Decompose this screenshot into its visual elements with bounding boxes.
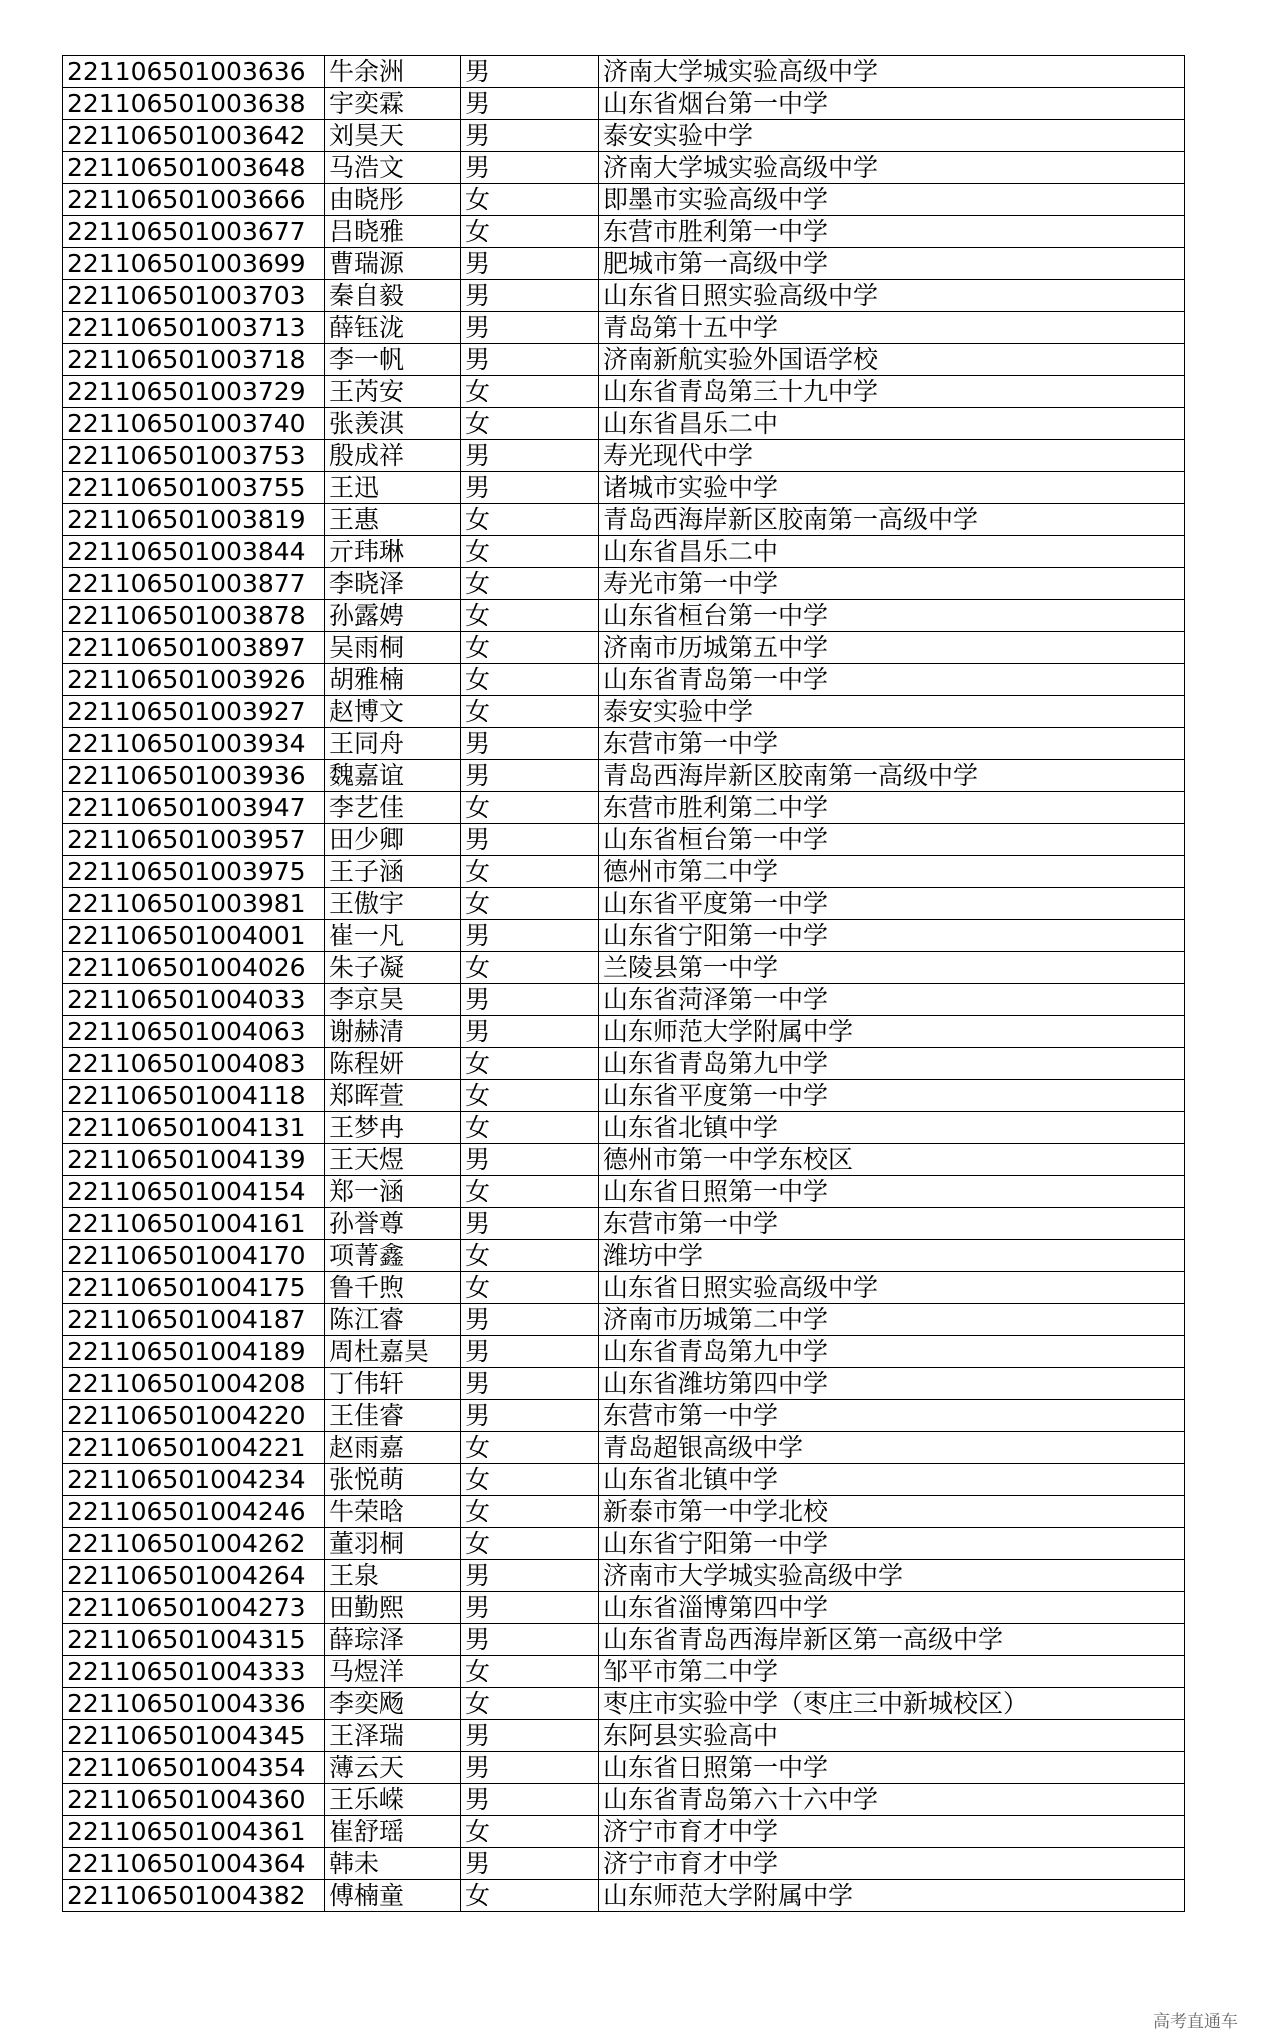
school-cell: 即墨市实验高级中学 [599, 184, 1185, 216]
school-cell: 山东省日照实验高级中学 [599, 1272, 1185, 1304]
student-name-cell: 薛钰泷 [325, 312, 461, 344]
table-row [63, 1496, 1185, 1528]
gender-cell: 女 [461, 1112, 599, 1144]
watermark: 高考直通车 [1153, 2012, 1238, 2032]
gender-cell: 女 [461, 632, 599, 664]
candidate-id-cell: 221106501004333 [63, 1656, 325, 1688]
school-cell: 济南大学城实验高级中学 [599, 152, 1185, 184]
table-row [63, 1336, 1185, 1368]
candidate-id-cell: 221106501004262 [63, 1528, 325, 1560]
gender-cell: 男 [461, 1560, 599, 1592]
student-name-cell: 吴雨桐 [325, 632, 461, 664]
table-row [63, 1368, 1185, 1400]
candidate-id-cell: 221106501003740 [63, 408, 325, 440]
student-name-cell: 田勤熙 [325, 1592, 461, 1624]
candidate-id-cell: 221106501004221 [63, 1432, 325, 1464]
school-cell: 山东省日照实验高级中学 [599, 280, 1185, 312]
student-name-cell: 李奕飏 [325, 1688, 461, 1720]
table-row [63, 1304, 1185, 1336]
student-name-cell: 王芮安 [325, 376, 461, 408]
gender-cell: 女 [461, 888, 599, 920]
candidate-id-cell: 221106501003877 [63, 568, 325, 600]
student-name-cell: 鲁千煦 [325, 1272, 461, 1304]
candidate-id-cell: 221106501003927 [63, 696, 325, 728]
school-cell: 山东省青岛第一中学 [599, 664, 1185, 696]
table-row [63, 792, 1185, 824]
gender-cell: 女 [461, 1464, 599, 1496]
gender-cell: 男 [461, 120, 599, 152]
school-cell: 山东省淄博第四中学 [599, 1592, 1185, 1624]
table-row [63, 184, 1185, 216]
student-name-cell: 崔舒瑶 [325, 1816, 461, 1848]
gender-cell: 男 [461, 1368, 599, 1400]
school-cell: 邹平市第二中学 [599, 1656, 1185, 1688]
candidate-id-cell: 221106501004083 [63, 1048, 325, 1080]
gender-cell: 男 [461, 1624, 599, 1656]
school-cell: 潍坊中学 [599, 1240, 1185, 1272]
student-name-cell: 张羡淇 [325, 408, 461, 440]
student-name-cell: 王惠 [325, 504, 461, 536]
school-cell: 寿光市第一中学 [599, 568, 1185, 600]
table-row [63, 632, 1185, 664]
candidate-id-cell: 221106501004208 [63, 1368, 325, 1400]
school-cell: 山东省日照第一中学 [599, 1752, 1185, 1784]
table-row [63, 152, 1185, 184]
student-name-cell: 郑晖萱 [325, 1080, 461, 1112]
table-row [63, 952, 1185, 984]
school-cell: 诸城市实验中学 [599, 472, 1185, 504]
candidate-id-cell: 221106501004345 [63, 1720, 325, 1752]
gender-cell: 女 [461, 952, 599, 984]
gender-cell: 女 [461, 504, 599, 536]
candidate-id-cell: 221106501003718 [63, 344, 325, 376]
table-row [63, 1176, 1185, 1208]
school-cell: 德州市第一中学东校区 [599, 1144, 1185, 1176]
candidate-id-cell: 221106501004139 [63, 1144, 325, 1176]
student-name-cell: 王同舟 [325, 728, 461, 760]
candidate-id-cell: 221106501003819 [63, 504, 325, 536]
table-row [63, 1464, 1185, 1496]
gender-cell: 男 [461, 1208, 599, 1240]
school-cell: 寿光现代中学 [599, 440, 1185, 472]
school-cell: 济南大学城实验高级中学 [599, 56, 1185, 88]
gender-cell: 男 [461, 1400, 599, 1432]
school-cell: 东营市第一中学 [599, 1208, 1185, 1240]
candidate-id-cell: 221106501004336 [63, 1688, 325, 1720]
school-cell: 济南市历城第二中学 [599, 1304, 1185, 1336]
student-name-cell: 薄云天 [325, 1752, 461, 1784]
school-cell: 济宁市育才中学 [599, 1848, 1185, 1880]
school-cell: 山东省青岛第九中学 [599, 1048, 1185, 1080]
student-name-cell: 曹瑞源 [325, 248, 461, 280]
candidate-id-cell: 221106501004131 [63, 1112, 325, 1144]
gender-cell: 男 [461, 1144, 599, 1176]
gender-cell: 男 [461, 1016, 599, 1048]
gender-cell: 女 [461, 1432, 599, 1464]
student-name-cell: 王梦冉 [325, 1112, 461, 1144]
table-row [63, 216, 1185, 248]
student-name-cell: 李艺佳 [325, 792, 461, 824]
school-cell: 山东省青岛第六十六中学 [599, 1784, 1185, 1816]
school-cell: 山东省日照第一中学 [599, 1176, 1185, 1208]
table-row [63, 1848, 1185, 1880]
candidate-id-cell: 221106501003638 [63, 88, 325, 120]
school-cell: 枣庄市实验中学（枣庄三中新城校区） [599, 1688, 1185, 1720]
gender-cell: 女 [461, 664, 599, 696]
table-row [63, 1560, 1185, 1592]
student-name-cell: 朱子凝 [325, 952, 461, 984]
candidate-id-cell: 221106501003975 [63, 856, 325, 888]
gender-cell: 女 [461, 1048, 599, 1080]
student-name-cell: 田少卿 [325, 824, 461, 856]
candidate-id-cell: 221106501003981 [63, 888, 325, 920]
candidate-id-cell: 221106501003947 [63, 792, 325, 824]
student-name-cell: 孙誉尊 [325, 1208, 461, 1240]
gender-cell: 男 [461, 1720, 599, 1752]
student-name-cell: 魏嘉谊 [325, 760, 461, 792]
student-name-cell: 王迅 [325, 472, 461, 504]
candidate-id-cell: 221106501004315 [63, 1624, 325, 1656]
candidate-id-cell: 221106501004246 [63, 1496, 325, 1528]
admission-list-table [62, 55, 1185, 1912]
table-row [63, 760, 1185, 792]
school-cell: 山东省青岛第三十九中学 [599, 376, 1185, 408]
gender-cell: 男 [461, 440, 599, 472]
candidate-id-cell: 221106501003926 [63, 664, 325, 696]
school-cell: 肥城市第一高级中学 [599, 248, 1185, 280]
table-row [63, 280, 1185, 312]
school-cell: 山东省桓台第一中学 [599, 600, 1185, 632]
student-name-cell: 孙露娉 [325, 600, 461, 632]
student-name-cell: 赵博文 [325, 696, 461, 728]
gender-cell: 男 [461, 472, 599, 504]
candidate-id-cell: 221106501003703 [63, 280, 325, 312]
gender-cell: 男 [461, 56, 599, 88]
table-row [63, 1624, 1185, 1656]
student-name-cell: 吕晓雅 [325, 216, 461, 248]
student-name-cell: 王佳睿 [325, 1400, 461, 1432]
table-row [63, 728, 1185, 760]
candidate-id-cell: 221106501003957 [63, 824, 325, 856]
gender-cell: 男 [461, 88, 599, 120]
gender-cell: 女 [461, 600, 599, 632]
school-cell: 山东省平度第一中学 [599, 1080, 1185, 1112]
school-cell: 山东省北镇中学 [599, 1464, 1185, 1496]
student-name-cell: 王泉 [325, 1560, 461, 1592]
table-row [63, 1784, 1185, 1816]
gender-cell: 女 [461, 408, 599, 440]
candidate-id-cell: 221106501004118 [63, 1080, 325, 1112]
table-row [63, 1048, 1185, 1080]
gender-cell: 男 [461, 312, 599, 344]
candidate-id-cell: 221106501003699 [63, 248, 325, 280]
candidate-id-cell: 221106501003636 [63, 56, 325, 88]
student-name-cell: 王子涵 [325, 856, 461, 888]
gender-cell: 男 [461, 1848, 599, 1880]
table-row [63, 1688, 1185, 1720]
table-row [63, 248, 1185, 280]
gender-cell: 男 [461, 152, 599, 184]
school-cell: 山东省菏泽第一中学 [599, 984, 1185, 1016]
gender-cell: 女 [461, 376, 599, 408]
student-name-cell: 亓玮琳 [325, 536, 461, 568]
gender-cell: 女 [461, 1816, 599, 1848]
student-name-cell: 张悦萌 [325, 1464, 461, 1496]
student-name-cell: 陈程妍 [325, 1048, 461, 1080]
table-row [63, 696, 1185, 728]
table-row [63, 1592, 1185, 1624]
gender-cell: 女 [461, 216, 599, 248]
gender-cell: 女 [461, 1656, 599, 1688]
gender-cell: 女 [461, 1240, 599, 1272]
table-row [63, 408, 1185, 440]
candidate-id-cell: 221106501004175 [63, 1272, 325, 1304]
school-cell: 青岛第十五中学 [599, 312, 1185, 344]
candidate-id-cell: 221106501004161 [63, 1208, 325, 1240]
student-name-cell: 马浩文 [325, 152, 461, 184]
gender-cell: 男 [461, 1784, 599, 1816]
table-row [63, 664, 1185, 696]
table-row [63, 1272, 1185, 1304]
gender-cell: 男 [461, 824, 599, 856]
school-cell: 山东省宁阳第一中学 [599, 1528, 1185, 1560]
school-cell: 新泰市第一中学北校 [599, 1496, 1185, 1528]
student-name-cell: 薛琮泽 [325, 1624, 461, 1656]
gender-cell: 男 [461, 920, 599, 952]
gender-cell: 女 [461, 1080, 599, 1112]
school-cell: 山东省青岛西海岸新区第一高级中学 [599, 1624, 1185, 1656]
candidate-id-cell: 221106501003934 [63, 728, 325, 760]
table-row [63, 1752, 1185, 1784]
school-cell: 东阿县实验高中 [599, 1720, 1185, 1752]
candidate-id-cell: 221106501004187 [63, 1304, 325, 1336]
gender-cell: 男 [461, 1336, 599, 1368]
gender-cell: 男 [461, 1752, 599, 1784]
school-cell: 山东省青岛第九中学 [599, 1336, 1185, 1368]
candidate-id-cell: 221106501004189 [63, 1336, 325, 1368]
table-row [63, 504, 1185, 536]
table-row [63, 472, 1185, 504]
table-row [63, 312, 1185, 344]
gender-cell: 男 [461, 344, 599, 376]
table-row [63, 1656, 1185, 1688]
candidate-id-cell: 221106501004154 [63, 1176, 325, 1208]
student-name-cell: 项菁鑫 [325, 1240, 461, 1272]
gender-cell: 女 [461, 184, 599, 216]
candidate-id-cell: 221106501004361 [63, 1816, 325, 1848]
school-cell: 山东省桓台第一中学 [599, 824, 1185, 856]
student-name-cell: 王泽瑞 [325, 1720, 461, 1752]
table-row [63, 856, 1185, 888]
table-row [63, 1880, 1185, 1912]
gender-cell: 男 [461, 728, 599, 760]
table-row [63, 1720, 1185, 1752]
candidate-id-cell: 221106501004001 [63, 920, 325, 952]
table-row [63, 920, 1185, 952]
table-row [63, 1208, 1185, 1240]
candidate-id-cell: 221106501004382 [63, 1880, 325, 1912]
candidate-id-cell: 221106501003897 [63, 632, 325, 664]
candidate-id-cell: 221106501004026 [63, 952, 325, 984]
school-cell: 德州市第二中学 [599, 856, 1185, 888]
gender-cell: 女 [461, 696, 599, 728]
candidate-id-cell: 221106501004354 [63, 1752, 325, 1784]
student-name-cell: 王乐嵘 [325, 1784, 461, 1816]
candidate-id-cell: 221106501004033 [63, 984, 325, 1016]
gender-cell: 女 [461, 568, 599, 600]
school-cell: 东营市第一中学 [599, 728, 1185, 760]
candidate-id-cell: 221106501004273 [63, 1592, 325, 1624]
table-row [63, 600, 1185, 632]
table-body [63, 56, 1185, 1912]
school-cell: 泰安实验中学 [599, 120, 1185, 152]
candidate-id-cell: 221106501003642 [63, 120, 325, 152]
candidate-id-cell: 221106501004364 [63, 1848, 325, 1880]
table-row [63, 1816, 1185, 1848]
student-name-cell: 牛荣晗 [325, 1496, 461, 1528]
table-row [63, 88, 1185, 120]
candidate-id-cell: 221106501004360 [63, 1784, 325, 1816]
student-name-cell: 赵雨嘉 [325, 1432, 461, 1464]
student-name-cell: 李京昊 [325, 984, 461, 1016]
school-cell: 青岛西海岸新区胶南第一高级中学 [599, 760, 1185, 792]
school-cell: 东营市胜利第一中学 [599, 216, 1185, 248]
candidate-id-cell: 221106501004220 [63, 1400, 325, 1432]
table-row [63, 120, 1185, 152]
table-row [63, 344, 1185, 376]
table-row [63, 888, 1185, 920]
school-cell: 山东省昌乐二中 [599, 536, 1185, 568]
gender-cell: 男 [461, 1304, 599, 1336]
student-name-cell: 韩未 [325, 1848, 461, 1880]
school-cell: 东营市第一中学 [599, 1400, 1185, 1432]
school-cell: 山东省北镇中学 [599, 1112, 1185, 1144]
candidate-id-cell: 221106501004170 [63, 1240, 325, 1272]
school-cell: 山东师范大学附属中学 [599, 1880, 1185, 1912]
table-row [63, 1144, 1185, 1176]
table-row [63, 1080, 1185, 1112]
school-cell: 山东省宁阳第一中学 [599, 920, 1185, 952]
table-row [63, 824, 1185, 856]
table-row [63, 1112, 1185, 1144]
student-name-cell: 殷成祥 [325, 440, 461, 472]
school-cell: 青岛西海岸新区胶南第一高级中学 [599, 504, 1185, 536]
gender-cell: 女 [461, 1176, 599, 1208]
school-cell: 山东省烟台第一中学 [599, 88, 1185, 120]
gender-cell: 男 [461, 1592, 599, 1624]
school-cell: 济南市历城第五中学 [599, 632, 1185, 664]
table-row [63, 1240, 1185, 1272]
table-row [63, 568, 1185, 600]
gender-cell: 男 [461, 280, 599, 312]
student-name-cell: 刘昊天 [325, 120, 461, 152]
gender-cell: 女 [461, 1496, 599, 1528]
student-name-cell: 秦自毅 [325, 280, 461, 312]
candidate-id-cell: 221106501004063 [63, 1016, 325, 1048]
school-cell: 兰陵县第一中学 [599, 952, 1185, 984]
school-cell: 山东师范大学附属中学 [599, 1016, 1185, 1048]
school-cell: 东营市胜利第二中学 [599, 792, 1185, 824]
student-name-cell: 傅楠童 [325, 1880, 461, 1912]
school-cell: 青岛超银高级中学 [599, 1432, 1185, 1464]
table-row [63, 376, 1185, 408]
school-cell: 济宁市育才中学 [599, 1816, 1185, 1848]
student-name-cell: 丁伟轩 [325, 1368, 461, 1400]
candidate-id-cell: 221106501004234 [63, 1464, 325, 1496]
candidate-id-cell: 221106501003755 [63, 472, 325, 504]
table-row [63, 1016, 1185, 1048]
gender-cell: 女 [461, 1528, 599, 1560]
school-cell: 山东省昌乐二中 [599, 408, 1185, 440]
gender-cell: 男 [461, 248, 599, 280]
candidate-id-cell: 221106501003936 [63, 760, 325, 792]
student-name-cell: 牛余洲 [325, 56, 461, 88]
gender-cell: 女 [461, 536, 599, 568]
gender-cell: 男 [461, 760, 599, 792]
student-name-cell: 马煜洋 [325, 1656, 461, 1688]
gender-cell: 女 [461, 1272, 599, 1304]
school-cell: 济南市大学城实验高级中学 [599, 1560, 1185, 1592]
student-name-cell: 胡雅楠 [325, 664, 461, 696]
school-cell: 泰安实验中学 [599, 696, 1185, 728]
student-name-cell: 李一帆 [325, 344, 461, 376]
table-row [63, 1400, 1185, 1432]
table-row [63, 1528, 1185, 1560]
gender-cell: 女 [461, 1688, 599, 1720]
table-row [63, 1432, 1185, 1464]
candidate-id-cell: 221106501003677 [63, 216, 325, 248]
gender-cell: 男 [461, 984, 599, 1016]
student-name-cell: 郑一涵 [325, 1176, 461, 1208]
student-name-cell: 周杜嘉昊 [325, 1336, 461, 1368]
candidate-id-cell: 221106501003648 [63, 152, 325, 184]
candidate-id-cell: 221106501003844 [63, 536, 325, 568]
student-name-cell: 王天煜 [325, 1144, 461, 1176]
student-name-cell: 李晓泽 [325, 568, 461, 600]
candidate-id-cell: 221106501003713 [63, 312, 325, 344]
candidate-id-cell: 221106501003666 [63, 184, 325, 216]
school-cell: 济南新航实验外国语学校 [599, 344, 1185, 376]
table-row [63, 536, 1185, 568]
gender-cell: 女 [461, 856, 599, 888]
table-row [63, 440, 1185, 472]
school-cell: 山东省平度第一中学 [599, 888, 1185, 920]
student-name-cell: 陈江睿 [325, 1304, 461, 1336]
student-name-cell: 谢赫清 [325, 1016, 461, 1048]
candidate-id-cell: 221106501003753 [63, 440, 325, 472]
student-name-cell: 董羽桐 [325, 1528, 461, 1560]
student-name-cell: 由晓彤 [325, 184, 461, 216]
student-name-cell: 宇奕霖 [325, 88, 461, 120]
gender-cell: 女 [461, 1880, 599, 1912]
table-row [63, 984, 1185, 1016]
candidate-id-cell: 221106501003878 [63, 600, 325, 632]
student-name-cell: 王傲宇 [325, 888, 461, 920]
school-cell: 山东省潍坊第四中学 [599, 1368, 1185, 1400]
student-name-cell: 崔一凡 [325, 920, 461, 952]
candidate-id-cell: 221106501003729 [63, 376, 325, 408]
table-row [63, 56, 1185, 88]
candidate-id-cell: 221106501004264 [63, 1560, 325, 1592]
gender-cell: 女 [461, 792, 599, 824]
